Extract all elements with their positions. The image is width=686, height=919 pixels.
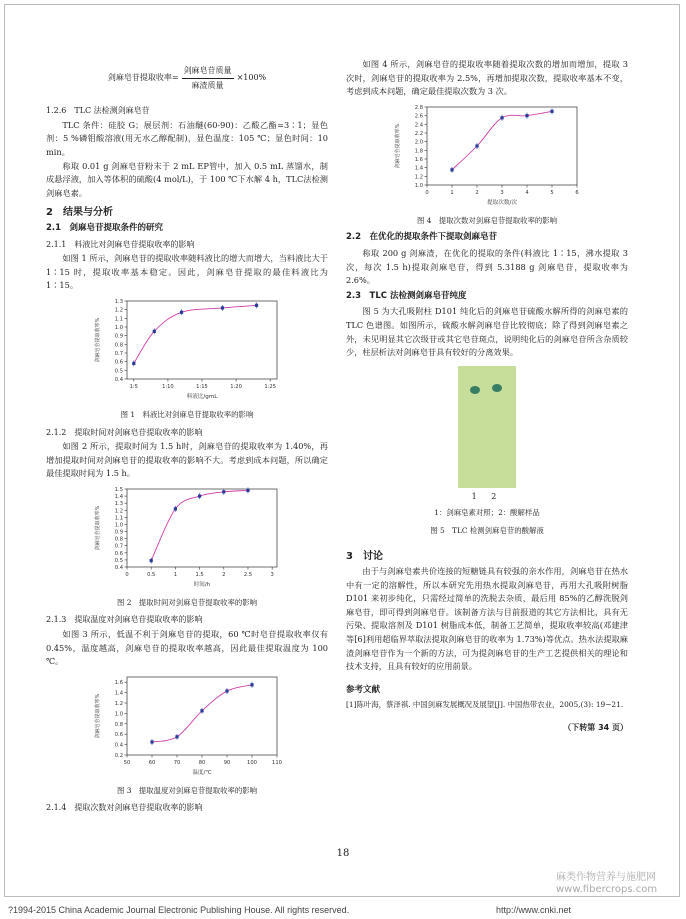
y-axis-label: 剑麻皂苷提取收率%: [395, 123, 401, 169]
paragraph-2-1-1: 如图 1 所示，剑麻皂苷的提取收率随料液比的增大而增大，当料液比大于 1∶15 时，提取收率基本稳定。因此，剑麻皂苷提取的最佳料液比为 1∶15。: [46, 253, 328, 291]
data-point: [200, 709, 203, 712]
left-column: [46, 58, 328, 816]
x-tick-label: 100: [247, 759, 257, 766]
paragraph-tlc-conditions: TLC 条件：硅胶 G；展层剂：石油醚(60-90)：乙酸乙酯=3∶1；显色剂：5 %磷钼酸溶液(用无水乙醇配制)，显色温度：105 ℃；显色时间：10 min。: [46, 119, 328, 157]
x-tick-label: 3: [500, 189, 504, 196]
tlc-lane-labels: 1 2: [471, 491, 503, 501]
plot-frame: [127, 301, 277, 379]
y-tick-label: 1.4: [114, 493, 123, 500]
x-tick-label: 1:5: [129, 383, 138, 390]
y-tick-label: 1.2: [114, 508, 123, 515]
data-point: [221, 306, 224, 309]
tlc-spot-lane-2: [492, 384, 502, 392]
paragraph-2-1-4: 如图 4 所示，剑麻皂苷的提取收率随着提取次数的增加而增加，提取 3 次时，剑麻皂苷的提取收率为 2.5%，再增加提取次数，提取收率基本不变，考虑到成本问题，确定最佳提取次数为 3 次。: [346, 59, 628, 97]
right-column: [346, 58, 628, 735]
y-tick-label: 1.3: [114, 501, 123, 508]
x-tick-label: 1:15: [196, 383, 208, 390]
paragraph-tlc-sample: 称取 0.01 g 剑麻皂苷粉末于 2 mL EP管中，加入 0.5 mL 蒸馏水，制成悬浮液，加入等体积的硫酸(4 mol/L)，于 100 ℃下水解 4 h，TLC法检测剑麻皂素。: [46, 160, 328, 198]
data-point: [550, 110, 553, 113]
figure-1-chart: [87, 293, 287, 405]
heading-2-1-3: 2.1.3 提取温度对剑麻皂苷提取收率的影响: [46, 615, 203, 625]
x-tick-label: 60: [148, 759, 156, 766]
tlc-figure: [346, 366, 628, 488]
heading-2-2: 2.2 在优化的提取条件下提取剑麻皂苷: [346, 232, 498, 243]
heading-2-3: 2.3 TLC 法检测剑麻皂苷纯度: [346, 290, 467, 301]
data-point: [198, 494, 201, 497]
y-tick-label: 0.5: [114, 557, 123, 564]
tlc-spot-lane-1: [470, 386, 480, 394]
y-tick-label: 1.0: [114, 522, 123, 529]
formula-denominator: 麻渣质量: [191, 80, 224, 90]
x-tick-label: 70: [173, 759, 181, 766]
watermark-line-1: 麻类作物营养与施肥网: [556, 872, 656, 883]
y-tick-label: 0.8: [114, 536, 123, 543]
y-tick-label: 0.5: [114, 368, 123, 375]
watermark: [556, 872, 657, 896]
y-tick-label: 2.8: [414, 104, 423, 111]
figure-3-chart: [87, 669, 287, 781]
figure-4-caption: 图 4 提取次数对剑麻皂苷提取收率的影响: [416, 215, 558, 225]
y-tick-label: 1.1: [114, 316, 123, 323]
footer-url: http://www.cnki.net: [496, 905, 572, 915]
x-tick-label: 1:25: [264, 383, 277, 390]
y-tick-label: 0.7: [114, 350, 123, 357]
x-tick-label: 1.5: [195, 571, 204, 578]
data-point: [500, 116, 503, 119]
y-tick-label: 0.4: [114, 742, 123, 749]
y-tick-label: 1.2: [114, 700, 123, 707]
x-tick-label: 90: [223, 759, 231, 766]
formula-suffix: ×100%: [236, 73, 267, 83]
y-tick-label: 2.6: [414, 113, 423, 120]
y-tick-label: 1.4: [114, 690, 123, 697]
data-point: [475, 144, 478, 147]
formula-lhs: 剑麻皂苷提取收率=: [107, 73, 179, 83]
y-tick-label: 0.4: [114, 376, 123, 383]
paragraph-2-1-3: 如图 3 所示，低温不利于剑麻皂苷的提取，60 ℃时皂苷提取收率仅有 0.45%，温度越高，剑麻皂苷的提取收率越高，因此最佳提取温度为 100 ℃。: [46, 629, 328, 667]
x-tick-label: 6: [575, 189, 579, 196]
y-tick-label: 1.3: [114, 298, 123, 305]
y-tick-label: 2.4: [414, 122, 423, 129]
data-point: [250, 683, 253, 686]
figure-2-chart: [87, 481, 287, 593]
series-line: [151, 490, 248, 560]
y-tick-label: 2.0: [414, 139, 423, 146]
x-tick-label: 50: [123, 759, 131, 766]
heading-section-2: 2 结果与分析: [46, 207, 113, 219]
x-tick-label: 2: [222, 571, 226, 578]
y-tick-label: 2.2: [414, 130, 423, 137]
y-tick-label: 1.0: [114, 711, 123, 718]
y-tick-label: 0.6: [114, 550, 123, 557]
tlc-plate-image: [458, 366, 516, 488]
y-axis-label: 剑麻皂苷提取收率%: [95, 693, 101, 739]
page-number: 18: [336, 848, 350, 859]
paragraph-2-2: 称取 200 g 剑麻渣，在优化的提取的条件(料液比 1∶15，沸水提取 3 次，每次 1.5 h)提取剑麻皂苷，得到 5.3188 g 剑麻皂苷，提取收率为 2.6%。: [346, 247, 628, 286]
plot-frame: [127, 677, 277, 755]
y-tick-label: 0.8: [114, 721, 123, 728]
heading-1-2-6: 1.2.6 TLC 法检测剑麻皂苷: [46, 106, 150, 116]
tlc-legend: 1：剑麻皂素对照；2：酸解样品: [434, 508, 540, 518]
paragraph-2-3: 图 5 为大孔吸附柱 D101 纯化后的剑麻皂苷硫酸水解所得的剑麻皂素的 TLC 色谱图。如图所示，硫酸水解剑麻皂苷比较彻底；除了得到剑麻皂素之外，未见明显其它次级苷或其它皂苷斑点，说明纯化后的剑麻皂苷所含杂质较少，柱层析法对剑麻皂苷具有较好的分离效果。: [346, 306, 628, 358]
data-point: [225, 689, 228, 692]
y-tick-label: 1.8: [414, 148, 423, 155]
reference-1: [1]陈叶海，蔡泽祺. 中国剑麻发展概况及展望[J]. 中国热带农业，2005,(3): 19−21.: [346, 700, 624, 710]
x-tick-label: 0: [125, 571, 129, 578]
heading-2-1-1: 2.1.1 料液比对剑麻皂苷提取收率的影响: [46, 239, 195, 249]
y-tick-label: 1.5: [114, 486, 123, 493]
figure-2-caption: 图 2 提取时间对剑麻皂苷提取收率的影响: [116, 597, 258, 607]
data-point: [525, 114, 528, 117]
heading-section-3: 3 讨论: [346, 550, 383, 562]
references-heading: 参考文献: [346, 684, 381, 695]
x-tick-label: 5: [550, 189, 554, 196]
y-tick-label: 0.8: [114, 342, 123, 349]
watermark-line-2: www.fibercrops.com: [556, 884, 658, 895]
y-tick-label: 1.0: [414, 182, 423, 189]
y-tick-label: 0.7: [114, 543, 123, 550]
yield-formula: [46, 64, 328, 92]
y-tick-label: 1.1: [114, 515, 123, 522]
y-axis-label: 剑麻皂苷提取收率%: [95, 505, 101, 551]
data-point: [150, 740, 153, 743]
x-tick-label: 1: [450, 189, 454, 196]
footer-copyright: ?1994-2015 China Academic Journal Electronic Publishing House. All rights reserved.: [8, 905, 350, 915]
data-point: [132, 362, 135, 365]
continued-note: （下转第 34 页）: [563, 723, 628, 733]
x-tick-label: 2.5: [243, 571, 253, 578]
x-tick-label: 110: [272, 759, 282, 766]
x-tick-label: 0: [425, 189, 429, 196]
heading-2-1: 2.1 剑麻皂苷提取条件的研究: [46, 222, 164, 233]
data-point: [450, 168, 453, 171]
formula-fraction: [182, 64, 234, 92]
y-tick-label: 0.9: [114, 529, 123, 536]
x-tick-label: 1: [173, 571, 178, 578]
x-tick-label: 1:10: [162, 383, 174, 390]
y-tick-label: 0.2: [114, 752, 123, 759]
x-tick-label: 1:20: [230, 383, 242, 390]
y-tick-label: 0.6: [114, 732, 123, 739]
formula-numerator: 剑麻皂苷质量: [182, 64, 234, 79]
figure-1-caption: 图 1 料液比对剑麻皂苷提取收率的影响: [120, 409, 254, 419]
y-tick-label: 1.0: [114, 324, 123, 331]
y-tick-label: 0.9: [114, 333, 123, 340]
data-point: [153, 330, 156, 333]
y-tick-label: 0.4: [114, 564, 123, 571]
x-axis-label: 温度/℃: [192, 769, 212, 776]
data-point: [255, 304, 258, 307]
x-tick-label: 80: [198, 759, 206, 766]
data-point: [222, 490, 225, 493]
data-point: [246, 489, 249, 492]
y-tick-label: 1.4: [414, 165, 423, 172]
data-point: [150, 559, 153, 562]
paragraph-2-1-2: 如图 2 所示，提取时间为 1.5 h时，剑麻皂苷的提取收率为 1.40%，再增加提取时间对剑麻皂苷的提取收率的影响不大。考虑到成本问题，所以确定最佳提取时间为 1.5 h。: [46, 441, 328, 479]
plot-frame: [127, 489, 277, 567]
y-tick-label: 1.2: [114, 307, 123, 314]
y-tick-label: 1.6: [414, 156, 423, 163]
x-tick-label: 2: [475, 189, 479, 196]
heading-2-1-4: 2.1.4 提取次数对剑麻皂苷提取收率的影响: [46, 803, 203, 813]
x-tick-label: 4: [525, 189, 529, 196]
heading-2-1-2: 2.1.2 提取时间对剑麻皂苷提取收率的影响: [46, 427, 203, 437]
paragraph-discussion: 由于与剑麻皂素共价连接的短糖链具有较强的亲水作用，剑麻皂苷在热水中有一定的溶解性，所以本研究先用热水提取剑麻皂苷，再用大孔吸附树脂 D101 来初步纯化，只需经过简单的洗脱去杂质，最后用 85%的乙醇洗脱剑麻皂苷，即可得到剑麻皂苷。该制备方法与目前报道的其它方法相比，具有无污染、提取溶剂及 D101 树脂成本低，制备工艺简单，提取收率较高(邓建津等[6]利用超临界萃取法提取剑麻皂苷的收率为 1.73%)等优点。热水法提取麻渣剑麻皂苷作为一个新的方法，可为提剑麻皂苷的生产工艺提供相关的理论和技术支持，且具有较好的应用前景。: [346, 566, 628, 672]
y-tick-label: 1.6: [114, 680, 123, 687]
figure-4-chart: [387, 99, 587, 211]
figure-3-caption: 图 3 提取温度对剑麻皂苷提取收率的影响: [116, 785, 258, 795]
data-point: [175, 735, 178, 738]
y-tick-label: 1.2: [414, 174, 423, 181]
x-axis-label: 提取次数/次: [487, 199, 517, 206]
x-axis-label: 时间/h: [193, 581, 211, 588]
data-point: [180, 311, 183, 314]
data-point: [174, 507, 177, 510]
x-tick-label: 0.5: [147, 571, 156, 578]
x-axis-label: 料液比/gmL: [186, 393, 218, 400]
y-tick-label: 0.6: [114, 359, 123, 366]
figure-5-caption: 图 5 TLC 检测剑麻皂苷的酸解液: [430, 525, 544, 535]
x-tick-label: 3: [270, 571, 274, 578]
y-axis-label: 剑麻皂苷提取收率%: [95, 317, 101, 363]
series-line: [134, 305, 257, 363]
